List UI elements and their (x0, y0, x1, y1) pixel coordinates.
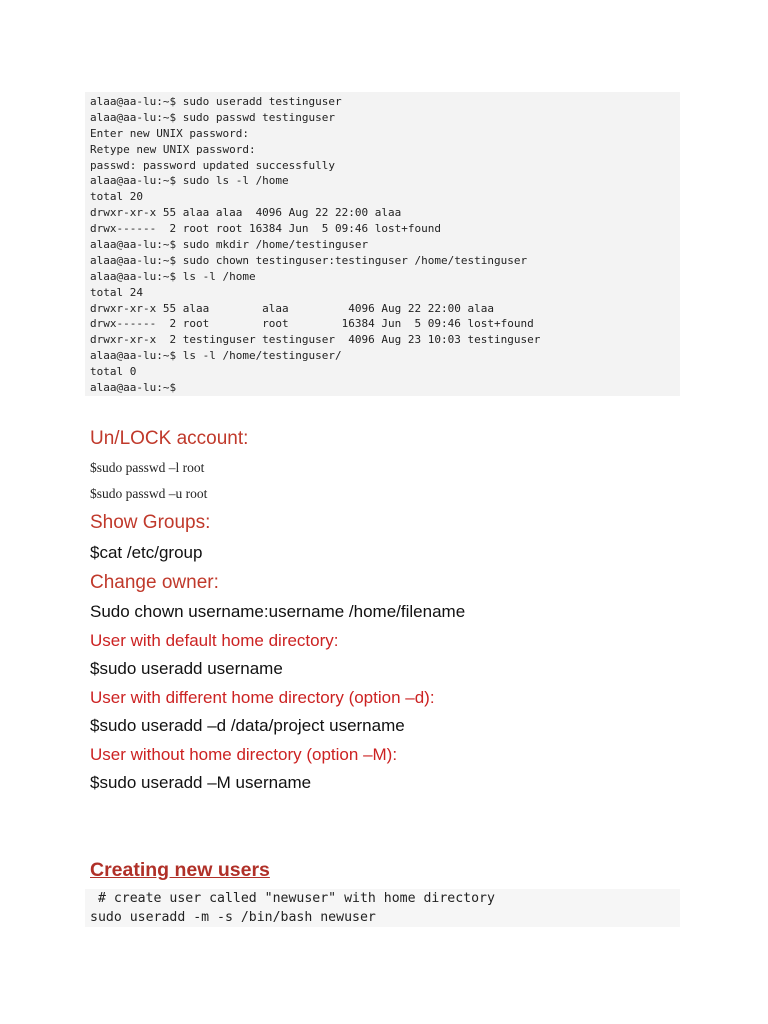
terminal-line: passwd: password updated successfully (90, 158, 336, 172)
no-home-command: $sudo useradd –M username (90, 773, 312, 792)
terminal-line: alaa@aa-lu:~$ ls -l /home/testinguser/ (90, 349, 342, 363)
terminal-output-block (85, 92, 680, 396)
terminal-line: total 20 (90, 190, 143, 204)
default-home-command: $sudo useradd username (90, 659, 283, 678)
terminal-line: drwxr-xr-x 55 alaa alaa 4096 Aug 22 22:00 alaa (90, 301, 494, 315)
terminal-line: drwxr-xr-x 2 testinguser testinguser 4096 Aug 23 10:03 testinguser (90, 333, 541, 347)
terminal-line: total 0 (90, 365, 137, 379)
different-home-heading: User with different home directory (option –d): (90, 688, 435, 707)
unlock-command: $sudo passwd –u root (90, 486, 208, 501)
unlock-account-heading: Un/LOCK account: (90, 428, 249, 449)
terminal-line: drwx------ 2 root root 16384 Jun 5 09:46 lost+found (90, 317, 534, 331)
show-groups-command: $cat /etc/group (90, 543, 203, 562)
terminal-line: alaa@aa-lu:~$ sudo chown testinguser:testinguser /home/testinguser (90, 253, 528, 267)
creating-new-users-heading: Creating new users (90, 859, 270, 881)
change-owner-heading: Change owner: (90, 572, 219, 593)
terminal-line: alaa@aa-lu:~$ sudo useradd testinguser (90, 95, 342, 108)
terminal-line: alaa@aa-lu:~$ ls -l /home (90, 269, 256, 283)
lock-command: $sudo passwd –l root (90, 460, 205, 475)
terminal-line: total 24 (90, 285, 143, 299)
default-home-heading: User with default home directory: (90, 631, 339, 650)
code-command-line: sudo useradd -m -s /bin/bash newuser (90, 909, 376, 925)
terminal-line: alaa@aa-lu:~$ (90, 381, 177, 395)
no-home-heading: User without home directory (option –M): (90, 745, 398, 764)
terminal-line: Retype new UNIX password: (90, 142, 256, 156)
terminal-line: alaa@aa-lu:~$ sudo passwd testinguser (90, 110, 336, 124)
terminal-line: drwx------ 2 root root 16384 Jun 5 09:46 lost+found (90, 222, 441, 236)
code-comment-line: # create user called "newuser" with home directory (90, 891, 495, 906)
different-home-command: $sudo useradd –d /data/project username (90, 716, 405, 735)
change-owner-command: Sudo chown username:username /home/filename (90, 602, 466, 621)
terminal-line: Enter new UNIX password: (90, 126, 249, 140)
terminal-line: alaa@aa-lu:~$ sudo ls -l /home (90, 174, 289, 188)
terminal-line: drwxr-xr-x 55 alaa alaa 4096 Aug 22 22:00 alaa (90, 206, 402, 220)
show-groups-heading: Show Groups: (90, 512, 211, 533)
terminal-line: alaa@aa-lu:~$ sudo mkdir /home/testinguser (90, 238, 369, 252)
create-user-code-block (85, 889, 680, 927)
